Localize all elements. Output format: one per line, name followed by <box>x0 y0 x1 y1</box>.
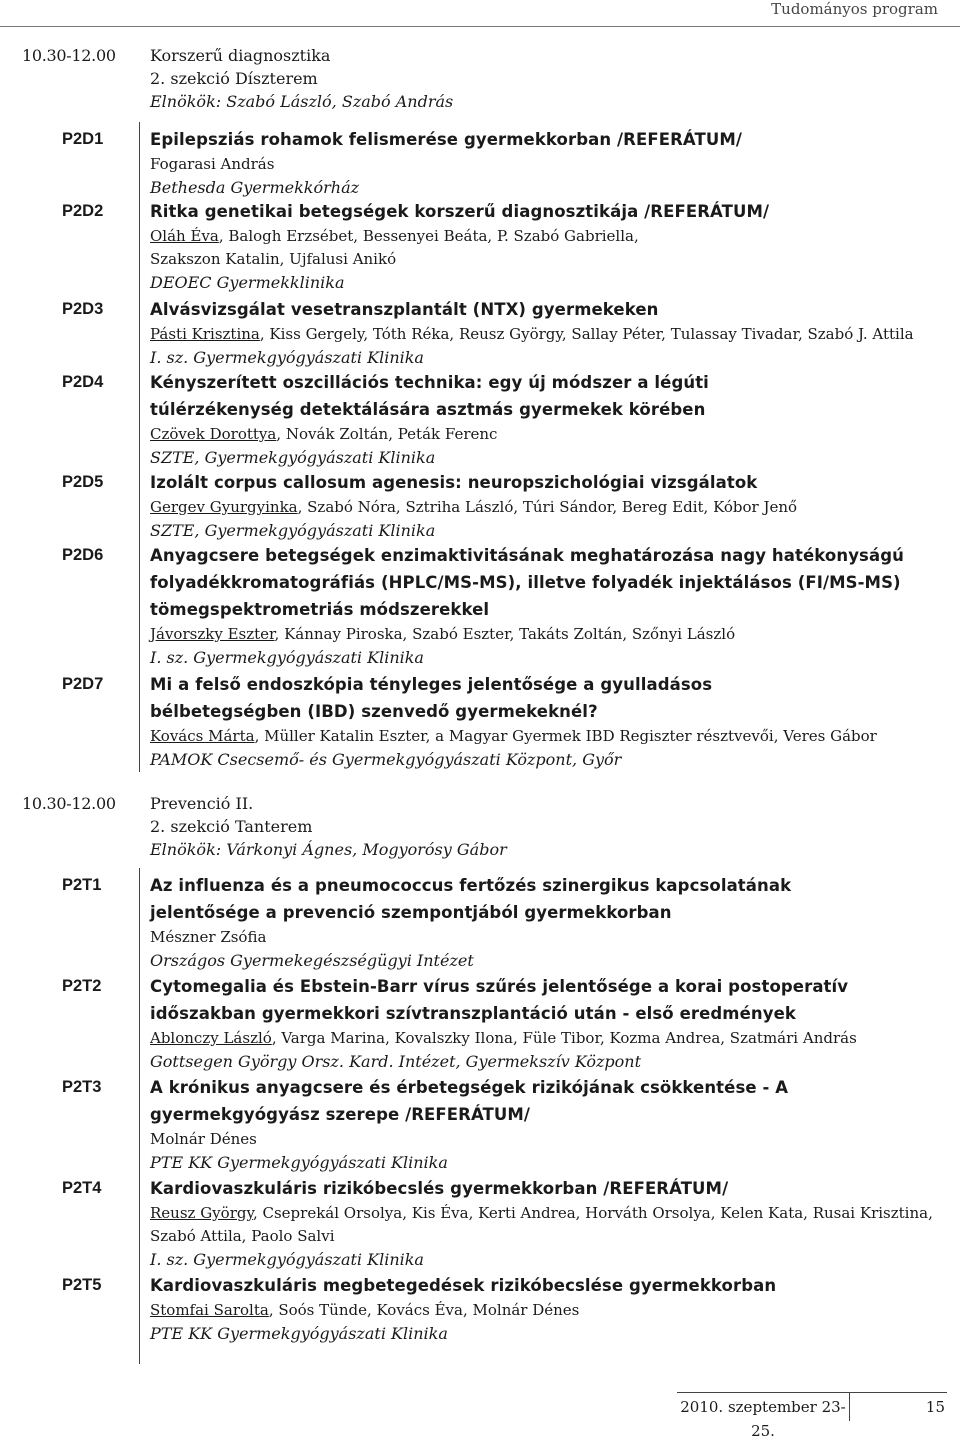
session-info <box>150 44 453 113</box>
co-authors: , Kánnay Piroska, Szabó Eszter, Takáts Zoltán, Szőnyi László <box>274 625 736 643</box>
item-authors <box>150 323 950 346</box>
session-title: Korszerű diagnosztika <box>150 46 331 65</box>
item-title: Mi a felső endoszkópia tényleges jelentősége a gyulladásos bélbetegségben (IBD) szenvedő gyermekeknél? <box>150 675 713 721</box>
item-authors <box>150 1299 950 1322</box>
session-items <box>0 872 960 1352</box>
item-title: Kardiovaszkuláris rizikóbecslés gyermekkorban /REFERÁTUM/ <box>150 1179 729 1198</box>
program-item <box>0 1175 960 1272</box>
item-content <box>150 1074 950 1174</box>
running-header: Tudományos program <box>771 0 938 18</box>
footer-date: 2010. szeptember 23-25. <box>680 1398 846 1440</box>
program-item <box>0 198 960 296</box>
item-content <box>150 369 950 469</box>
co-authors: , Kiss Gergely, Tóth Réka, Reusz György, Sallay Péter, Tulassay Tivadar, Szabó J. Attila <box>259 325 914 343</box>
co-authors: , Novák Zoltán, Peták Ferenc <box>276 425 498 443</box>
item-code: P2D2 <box>62 202 104 220</box>
session-title: Prevenció II. <box>150 794 254 813</box>
page-number: 15 <box>925 1398 945 1416</box>
program-item <box>0 1272 960 1352</box>
session-chairs: Elnökök: Szabó László, Szabó András <box>150 92 454 111</box>
item-content <box>150 1175 950 1271</box>
page-number-cell <box>850 1395 947 1419</box>
item-title: Anyagcsere betegségek enzimaktivitásának meghatározása nagy hatékonyságú folyadékkromatográfiás (HPLC/MS-MS), illetve folyadék injektálásos (FI/MS-MS) tömegspektrometriás módszerekkel <box>150 546 904 619</box>
presenting-author: Gergev Gyurgyinka <box>150 498 298 516</box>
co-authors: Fogarasi András <box>150 155 275 173</box>
item-authors <box>150 496 950 519</box>
presenting-author: Kovács Márta <box>150 727 255 745</box>
item-institution: DEOEC Gyermekklinika <box>150 273 345 292</box>
program-item <box>0 469 960 542</box>
item-code: P2D1 <box>62 130 104 148</box>
item-institution: SZTE, Gyermekgyógyászati Klinika <box>150 521 436 540</box>
item-institution: Országos Gyermekegészségügyi Intézet <box>150 951 474 970</box>
item-title: Alvásvizsgálat vesetranszplantált (NTX) gyermekeken <box>150 300 659 319</box>
item-title: Az influenza és a pneumococcus fertőzés szinergikus kapcsolatának jelentősége a prevenció szempontjából gyermekkorban <box>150 876 792 922</box>
program-item <box>0 973 960 1074</box>
presenting-author: Stomfai Sarolta <box>150 1301 269 1319</box>
co-authors: Molnár Dénes <box>150 1130 257 1148</box>
item-institution: PTE KK Gyermekgyógyászati Klinika <box>150 1153 448 1172</box>
item-code: P2T2 <box>62 977 102 995</box>
item-content <box>150 296 950 369</box>
program-item <box>0 1074 960 1175</box>
co-authors: , Soós Tünde, Kovács Éva, Molnár Dénes <box>268 1301 580 1319</box>
presenting-author: Oláh Éva <box>150 227 219 245</box>
item-title: Ritka genetikai betegségek korszerű diagnosztikája /REFERÁTUM/ <box>150 202 770 221</box>
item-title: A krónikus anyagcsere és érbetegségek rizikójának csökkentése - A gyermekgyógyász szerepe /REFERÁTUM/ <box>150 1078 789 1124</box>
program-item <box>0 369 960 469</box>
item-code: P2D6 <box>62 546 104 564</box>
presenting-author: Ablonczy László <box>150 1029 272 1047</box>
presenting-author: Jávorszky Eszter <box>150 625 275 643</box>
item-content <box>150 671 950 771</box>
header-rule <box>0 26 960 27</box>
item-title: Cytomegalia és Ebstein-Barr vírus szűrés jelentősége a korai postoperatív időszakban gyermekkori szívtranszplantáció után - első eredmények <box>150 977 849 1023</box>
presenting-author: Reusz György <box>150 1204 253 1222</box>
co-authors: Mészner Zsófia <box>150 928 267 946</box>
item-code: P2D7 <box>62 675 104 693</box>
item-institution: Bethesda Gyermekkórház <box>150 178 360 197</box>
session-time: 10.30-12.00 <box>22 46 116 65</box>
item-content <box>150 872 950 972</box>
item-institution: I. sz. Gyermekgyógyászati Klinika <box>150 648 424 667</box>
item-authors <box>150 1027 950 1050</box>
item-institution: PAMOK Csecsemő- és Gyermekgyógyászati Központ, Győr <box>150 750 622 769</box>
item-institution: I. sz. Gyermekgyógyászati Klinika <box>150 348 424 367</box>
item-institution: Gottsegen György Orsz. Kard. Intézet, Gyermekszív Központ <box>150 1052 642 1071</box>
item-title: Kardiovaszkuláris megbetegedések rizikóbecslése gyermekkorban <box>150 1276 777 1295</box>
item-authors <box>150 423 950 446</box>
item-authors <box>150 926 950 949</box>
item-code: P2T4 <box>62 1179 102 1197</box>
item-content <box>150 198 950 294</box>
item-title: Izolált corpus callosum agenesis: neuropszichológiai vizsgálatok <box>150 473 758 492</box>
co-authors: , Szabó Nóra, Sztriha László, Túri Sándor, Bereg Edit, Kóbor Jenő <box>297 498 798 516</box>
item-code: P2T3 <box>62 1078 102 1096</box>
item-authors <box>150 1128 950 1151</box>
item-authors <box>150 623 950 646</box>
item-code: P2D4 <box>62 373 104 391</box>
item-content <box>150 126 950 199</box>
co-authors: , Balogh Erzsébet, Bessenyei Beáta, P. Szabó Gabriella, Szakszon Katalin, Ujfalusi Anikó <box>150 227 639 268</box>
program-item <box>0 296 960 369</box>
item-content <box>150 973 950 1073</box>
item-code: P2D5 <box>62 473 104 491</box>
item-content <box>150 1272 950 1345</box>
session-info <box>150 792 507 861</box>
item-title: Kényszerített oszcillációs technika: egy új módszer a légúti túlérzékenység detektálására asztmás gyermekek körében <box>150 373 709 419</box>
item-authors <box>150 153 950 176</box>
item-institution: SZTE, Gyermekgyógyászati Klinika <box>150 448 436 467</box>
item-institution: I. sz. Gyermekgyógyászati Klinika <box>150 1250 424 1269</box>
session-room: 2. szekció Tanterem <box>150 817 313 836</box>
item-institution: PTE KK Gyermekgyógyászati Klinika <box>150 1324 448 1343</box>
item-title: Epilepsziás rohamok felismerése gyermekkorban /REFERÁTUM/ <box>150 130 742 149</box>
program-item <box>0 126 960 198</box>
session-room: 2. szekció Díszterem <box>150 69 318 88</box>
item-code: P2T5 <box>62 1276 102 1294</box>
co-authors: , Cseprekál Orsolya, Kis Éva, Kerti Andrea, Horváth Orsolya, Kelen Kata, Rusai Krisztina, Szabó Attila, Paolo Salvi <box>150 1204 933 1245</box>
program-item <box>0 671 960 773</box>
item-code: P2D3 <box>62 300 104 318</box>
item-content <box>150 469 950 542</box>
session-items <box>0 126 960 773</box>
presenting-author: Czövek Dorottya <box>150 425 277 443</box>
item-authors <box>150 1202 950 1248</box>
item-content <box>150 542 950 669</box>
item-code: P2T1 <box>62 876 102 894</box>
item-authors <box>150 725 950 748</box>
co-authors: , Varga Marina, Kovalszky Ilona, Füle Tibor, Kozma Andrea, Szatmári András <box>271 1029 857 1047</box>
item-authors <box>150 225 650 271</box>
session-chairs: Elnökök: Várkonyi Ágnes, Mogyorósy Gábor <box>150 840 507 859</box>
program-item <box>0 542 960 671</box>
program-item <box>0 872 960 973</box>
session-time: 10.30-12.00 <box>22 794 116 813</box>
presenting-author: Pásti Krisztina <box>150 325 260 343</box>
co-authors: , Müller Katalin Eszter, a Magyar Gyermek IBD Regiszter résztvevői, Veres Gábor <box>254 727 877 745</box>
page-footer <box>677 1392 947 1440</box>
